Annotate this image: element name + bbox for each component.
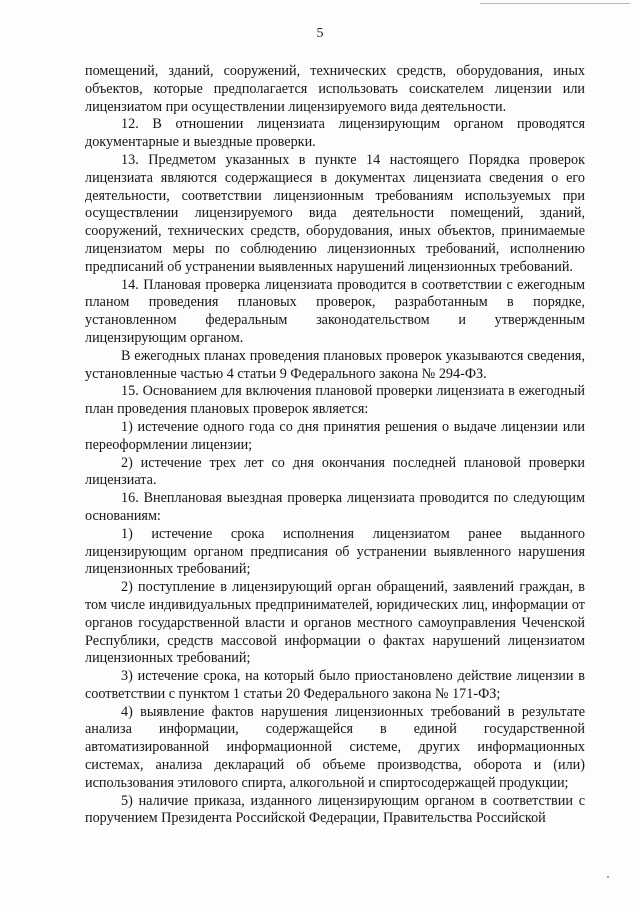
paragraph-continuation: помещений, зданий, сооружений, технических средств, оборудования, иных объектов, которые предполагается использовать соискателем лицензии или лицензиатом при осуществлении лицензируемого вида деятельности. xyxy=(85,63,585,115)
paragraph-13: 13. Предметом указанных в пункте 14 настоящего Порядка проверок лицензиата являются содержащиеся в документах лицензиата сведения о его деятельности, соответствии лицензионным требованиям используемых при осуществлении лицензируемого вида деятельности помещений, зданий, сооружений, технических средств, оборудования, иных объектов, принимаемые лицензиатом меры по соблюдению лицензионных требований, исполнению предписаний об устранении выявленных нарушений лицензионных требований. xyxy=(85,151,585,275)
paragraph-16-item-2: 2) поступление в лицензирующий орган обращений, заявлений граждан, в том числе индивидуальных предпринимателей, юридических лиц, информации от органов государственной власти и органов местного самоуправления Чеченской Республики, средств массовой информации о фактах нарушений лицензиатом лицензионных требований; xyxy=(85,579,585,667)
paragraph-12: 12. В отношении лицензиата лицензирующим органом проводятся документарные и выездные проверки. xyxy=(85,116,585,151)
paragraph-15: 15. Основанием для включения плановой проверки лицензиата в ежегодный план проведения плановых проверок является: xyxy=(85,383,585,418)
paragraph-16-item-4: 4) выявление фактов нарушения лицензионных требований в результате анализа информации, содержащейся в единой государственной автоматизированной информационной системе, других информационных системах, анализа деклараций об объеме производства, оборота и (или) использования этилового спирта, алкогольной и спиртосодержащей продукции; xyxy=(85,703,585,791)
document-body xyxy=(85,63,585,828)
paragraph-16: 16. Внеплановая выездная проверка лицензиата проводится по следующим основаниям: xyxy=(85,490,585,524)
scan-speck xyxy=(607,876,609,878)
paragraph-16-item-3: 3) истечение срока, на который было приостановлено действие лицензии в соответствии с пунктом 1 статьи 20 Федерального закона № 171-ФЗ; xyxy=(85,668,585,702)
top-edge-line xyxy=(480,3,630,4)
paragraph-16-item-1: 1) истечение срока исполнения лицензиатом ранее выданного лицензирующим органом предписания об устранении выявленного нарушения лицензионных требований; xyxy=(85,525,585,578)
paragraph-16-item-5: 5) наличие приказа, изданного лицензирующим органом в соответствии с поручением Президента Российской Федерации, Правительства Российской xyxy=(85,792,585,827)
page-number: 5 xyxy=(316,26,324,41)
paragraph-annual-plans: В ежегодных планах проведения плановых проверок указываются сведения, установленные частью 4 статьи 9 Федерального закона № 294-ФЗ. xyxy=(85,347,585,382)
paragraph-15-item-1: 1) истечение одного года со дня принятия решения о выдаче лицензии или переоформлении лицензии; xyxy=(85,418,585,453)
paragraph-15-item-2: 2) истечение трех лет со дня окончания последней плановой проверки лицензиата. xyxy=(85,454,585,489)
paragraph-14: 14. Плановая проверка лицензиата проводится в соответствии с ежегодным планом проведения плановых проверок, разработанным в порядке, установленном федеральным законодательством и утвержденным лицензирующим органом. xyxy=(85,276,585,346)
